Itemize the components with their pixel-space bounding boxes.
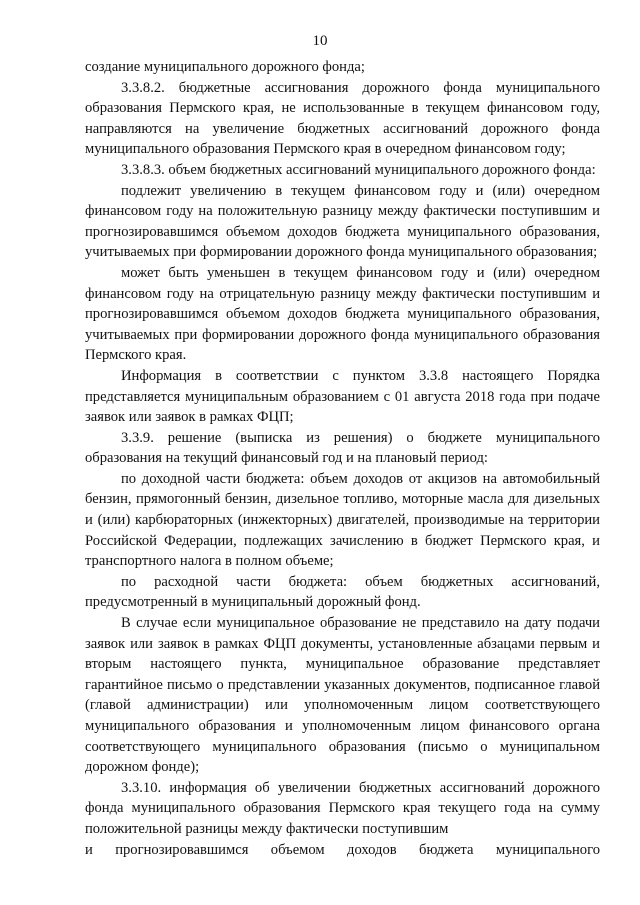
paragraph: Информация в соответствии с пунктом 3.3.8 настоящего Порядка представляется муниципальным образованием с 01 августа 2018 года при подаче заявок или заявок в рамках ФЦП; bbox=[85, 367, 600, 426]
paragraph: подлежит увеличению в текущем финансовом году и (или) очередном финансовом году на положительную разницу между фактически поступившим и прогнозировавшимся объемом доходов бюджета муниципального образования, учитываемых при формировании дорожного фонда муниципального образования; bbox=[85, 182, 600, 261]
paragraph: В случае если муниципальное образование не представило на дату подачи заявок или заявок в рамках ФЦП документы, установленные абзацами первым и вторым настоящего пункта, муниципальное образование представляет гарантийное письмо о представлении указанных документов, подписанное главой (главой администрации) или уполномоченным лицом соответствующего муниципального образования и уполномоченным лицом финансового органа соответствующего муниципального образования (письмо о муниципальном дорожном фонде); bbox=[85, 615, 600, 776]
page-number: 10 bbox=[312, 33, 328, 49]
paragraph: может быть уменьшен в текущем финансовом году и (или) очередном финансовом году на отрицательную разницу между фактически поступившим и прогнозировавшимся объемом доходов бюджета муниципального образования, учитываемых при формировании дорожного фонда муниципального образования Пермского края. bbox=[85, 264, 600, 364]
paragraph: 3.3.10. информация об увеличении бюджетных ассигнований дорожного фонда муниципального образования Пермского края текущего года на сумму положительной разницы между фактически поступившим bbox=[85, 779, 600, 837]
paragraph: и прогнозировавшимся объемом доходов бюджета муниципального bbox=[85, 841, 600, 858]
paragraph: 3.3.8.2. бюджетные ассигнования дорожного фонда муниципального образования Пермского края, не использованные в текущем финансовом году, направляются на увеличение бюджетных ассигнований дорожного фонда муниципального образования Пермского края в очередном финансовом году; bbox=[85, 79, 600, 158]
paragraph: создание муниципального дорожного фонда; bbox=[85, 59, 365, 75]
paragraph: 3.3.8.3. объем бюджетных ассигнований муниципального дорожного фонда: bbox=[121, 161, 596, 178]
paragraph: по доходной части бюджета: объем доходов от акцизов на автомобильный бензин, прямогонный бензин, дизельное топливо, моторные масла для дизельных и (или) карбюраторных (инжекторных) двигателей, производимые на территории Российской Федерации, подлежащих зачислению в бюджет Пермского края, и транспортного налога в полном объеме; bbox=[85, 470, 600, 570]
paragraph: по расходной части бюджета: объем бюджетных ассигнований, предусмотренный в муниципальный дорожный фонд. bbox=[85, 573, 600, 611]
paragraph: 3.3.9. решение (выписка из решения) о бюджете муниципального образования на текущий финансовый год и на плановый период: bbox=[85, 429, 600, 467]
page-body bbox=[85, 57, 600, 860]
